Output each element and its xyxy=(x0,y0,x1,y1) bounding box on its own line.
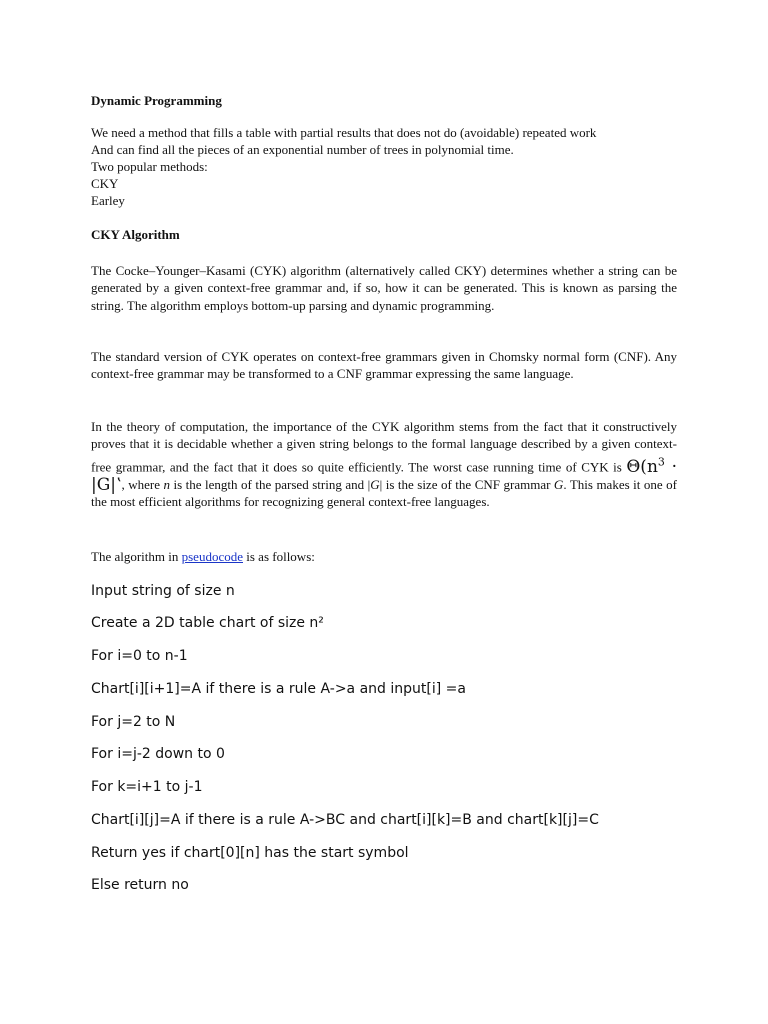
dynamic-programming-heading: Dynamic Programming xyxy=(91,93,222,108)
var-g: G xyxy=(370,476,380,492)
var-n: n xyxy=(163,476,170,492)
pseudocode-line: Else return no xyxy=(91,877,189,893)
dynamic-programming-body xyxy=(91,124,677,209)
var-g: G xyxy=(553,476,564,492)
dp-line: We need a method that fills a table with partial results that does not do (avoidable) repeated work xyxy=(91,125,597,140)
pseudocode-link[interactable]: pseudocode xyxy=(181,549,243,564)
pseudocode-line: Input string of size n xyxy=(91,583,235,599)
pseudocode-line: For k=i+1 to j-1 xyxy=(91,779,203,795)
running-time-formula: $\Theta(n^3$ · |G|ʽ xyxy=(91,455,677,495)
pseudocode-line: Create a 2D table chart of size n² xyxy=(91,615,324,631)
cky-algorithm-heading: CKY Algorithm xyxy=(91,227,180,242)
pseudocode-line: For i=0 to n-1 xyxy=(91,648,188,664)
pseudocode-line: Return yes if chart[0][n] has the start symbol xyxy=(91,845,409,861)
pseudocode-line: Chart[i][j]=A if there is a rule A->BC and chart[i][k]=B and chart[k][j]=C xyxy=(91,812,599,828)
dp-line-cky: CKY xyxy=(91,176,119,191)
dp-line: Two popular methods: xyxy=(91,159,208,174)
dp-line-earley: Earley xyxy=(91,193,125,208)
complexity-paragraph: In the theory of computation, the importance of the CYK algorithm stems from the fact that it constructively proves that it is decidable whether a given string belongs to the formal language described by a given context-free grammar, and the fact that it does so quite efficiently. The worst case running time of CYK is $\Theta(n^3$ · |G|ʽ, where n is the length of the parsed string and |G| is the size of the CNF grammar G. This makes it one of the most efficient algorithms for recognizing general context-free languages. xyxy=(91,419,677,509)
pseudocode-line: Chart[i][i+1]=A if there is a rule A->a and input[i] =a xyxy=(91,681,466,697)
pseudocode-line: For i=j-2 down to 0 xyxy=(91,746,225,762)
pseudocode-intro: The algorithm in pseudocode is as follows: xyxy=(91,549,315,564)
cnf-paragraph: The standard version of CYK operates on context-free grammars given in Chomsky normal form (CNF). Any context-free grammar may be transformed to a CNF grammar expressing the same language. xyxy=(91,349,677,382)
cyk-intro-paragraph: The Cocke–Younger–Kasami (CYK) algorithm (alternatively called CKY) determines whether a string can be generated by a given context-free grammar and, if so, how it can be generated. This is known as parsing the string. The algorithm employs bottom-up parsing and dynamic programming. xyxy=(91,263,677,313)
complexity-text: In the theory of computation, the importance of the CYK algorithm stems from the fact that it constructively proves that it is decidable whether a given string belongs to the formal language described by a given context-free grammar, and the fact that it does so quite efficiently. The worst case running time of CYK is xyxy=(91,419,677,475)
dp-line: And can find all the pieces of an exponential number of trees in polynomial time. xyxy=(91,142,514,157)
pseudocode-line: For j=2 to N xyxy=(91,714,176,730)
